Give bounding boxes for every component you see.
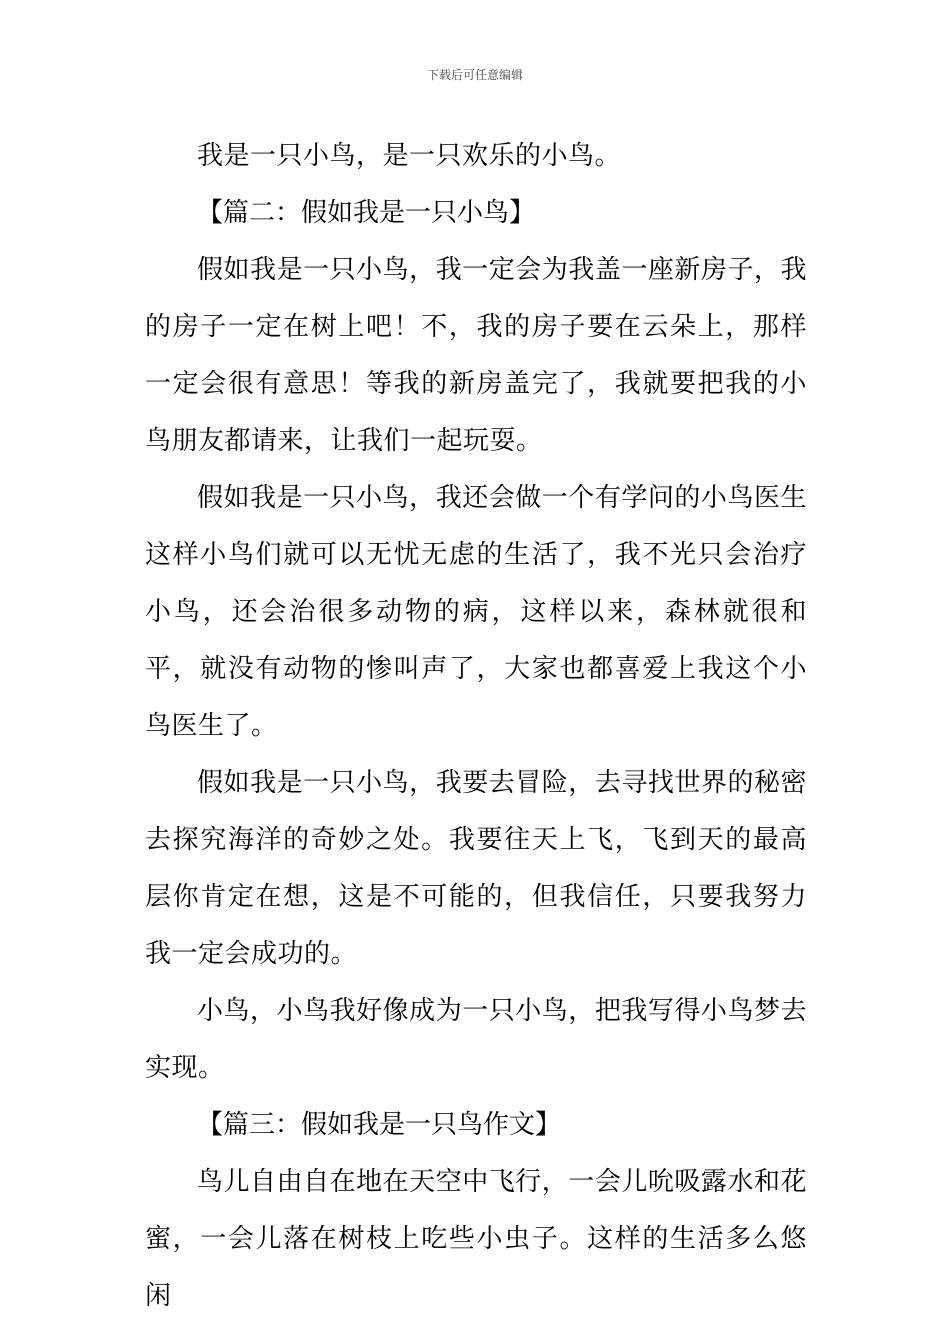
paragraph-2: 假如我是一只小鸟，我一定会为我盖一座新房子，我的房子一定在树上吧！不，我的房子要在云朵上，那样一定会很有意思！等我的新房盖完了，我就要把我的小鸟朋友都请来，让我们一起玩耍。 [145,255,807,456]
paragraph-1: 我是一只小鸟，是一只欢乐的小鸟。 [197,141,622,171]
page-header: 下载后可任意编辑 [426,68,523,82]
document-body [145,128,807,1325]
paragraph-4: 假如我是一只小鸟，我要去冒险，去寻找世界的秘密去探究海洋的奇妙之处。我要往天上飞，飞到天的最高层你肯定在想，这是不可能的，但我信任，只要我努力我一定会成功的。 [145,768,807,969]
paragraph-5: 小鸟，小鸟我好像成为一只小鸟，把我写得小鸟梦去实现。 [145,996,807,1083]
section-heading-2: 【篇二：假如我是一只小鸟】 [197,198,536,228]
section-heading-3: 【篇三：假如我是一只鸟作文】 [197,1110,562,1140]
paragraph-3: 假如我是一只小鸟，我还会做一个有学问的小鸟医生这样小鸟们就可以无忧无虑的生活了，我不光只会治疗小鸟，还会治很多动物的病，这样以来，森林就很和平，就没有动物的惨叫声了，大家也都喜爱上我这个小鸟医生了。 [145,483,807,741]
paragraph-6: 鸟儿自由自在地在天空中飞行，一会儿吮吸露水和花蜜，一会儿落在树枝上吃些小虫子。这样的生活多么悠闲 [145,1167,807,1311]
